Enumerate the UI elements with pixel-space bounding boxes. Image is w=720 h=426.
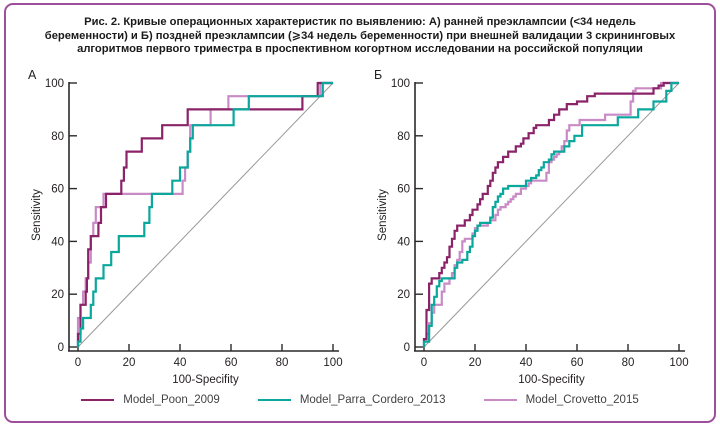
x-tick-label: 40	[519, 357, 533, 369]
y-tick-label: 40	[397, 236, 410, 249]
x-tick-label: 100	[323, 357, 343, 369]
x-axis-title: 100-Specifity	[172, 374, 239, 386]
legend-item	[81, 394, 220, 406]
legend-swatch	[81, 399, 114, 401]
y-tick-label: 60	[51, 183, 64, 196]
reference-diagonal	[78, 83, 333, 347]
x-tick-label: 20	[468, 357, 482, 369]
y-axis-title: Sensitivity	[377, 189, 389, 241]
y-tick-label: 0	[57, 342, 64, 354]
y-tick-label: 60	[397, 183, 410, 196]
legend	[0, 390, 720, 410]
legend-item	[258, 394, 446, 406]
legend-label: Model_Crovetto_2015	[525, 394, 639, 406]
figure-title: Рис. 2. Кривые операционных характеристик по выявлению: А) ранней преэклампсии (<34 недель беременности) и Б) поздней преэклампсии (⩾34 недель беременности) при внешней валидации 3 скрининговых алгоритмов первого триместра в проспективном когортном исследовании на российской популяции	[44, 16, 676, 55]
x-tick-label: 60	[224, 357, 238, 369]
x-tick-label: 0	[420, 357, 428, 369]
legend-item	[484, 394, 639, 406]
y-axis-title: Sensitivity	[31, 189, 43, 241]
reference-diagonal	[424, 83, 679, 347]
x-tick-label: 40	[173, 357, 187, 369]
roc-panel-b	[356, 60, 706, 390]
x-tick-label: 100	[669, 357, 689, 369]
legend-swatch	[258, 399, 291, 401]
x-axis-title: 100-Specifity	[518, 374, 585, 386]
y-tick-label: 40	[51, 236, 64, 249]
x-tick-label: 0	[74, 357, 82, 369]
legend-label: Model_Parra_Cordero_2013	[299, 394, 446, 406]
x-tick-label: 60	[570, 357, 584, 369]
y-tick-label: 100	[390, 78, 410, 90]
panel-label: Б	[374, 68, 383, 82]
y-tick-label: 100	[44, 78, 64, 90]
x-tick-label: 20	[122, 357, 136, 369]
legend-swatch	[484, 399, 517, 401]
legend-label: Model_Poon_2009	[123, 394, 220, 406]
y-tick-label: 20	[397, 289, 410, 302]
roc-panel-a	[10, 60, 360, 390]
y-tick-label: 20	[51, 289, 64, 302]
y-tick-label: 80	[397, 130, 410, 143]
y-tick-label: 0	[403, 342, 410, 354]
y-tick-label: 80	[51, 130, 64, 143]
panel-label: А	[28, 68, 37, 82]
x-tick-label: 80	[275, 357, 289, 369]
x-tick-label: 80	[621, 357, 635, 369]
